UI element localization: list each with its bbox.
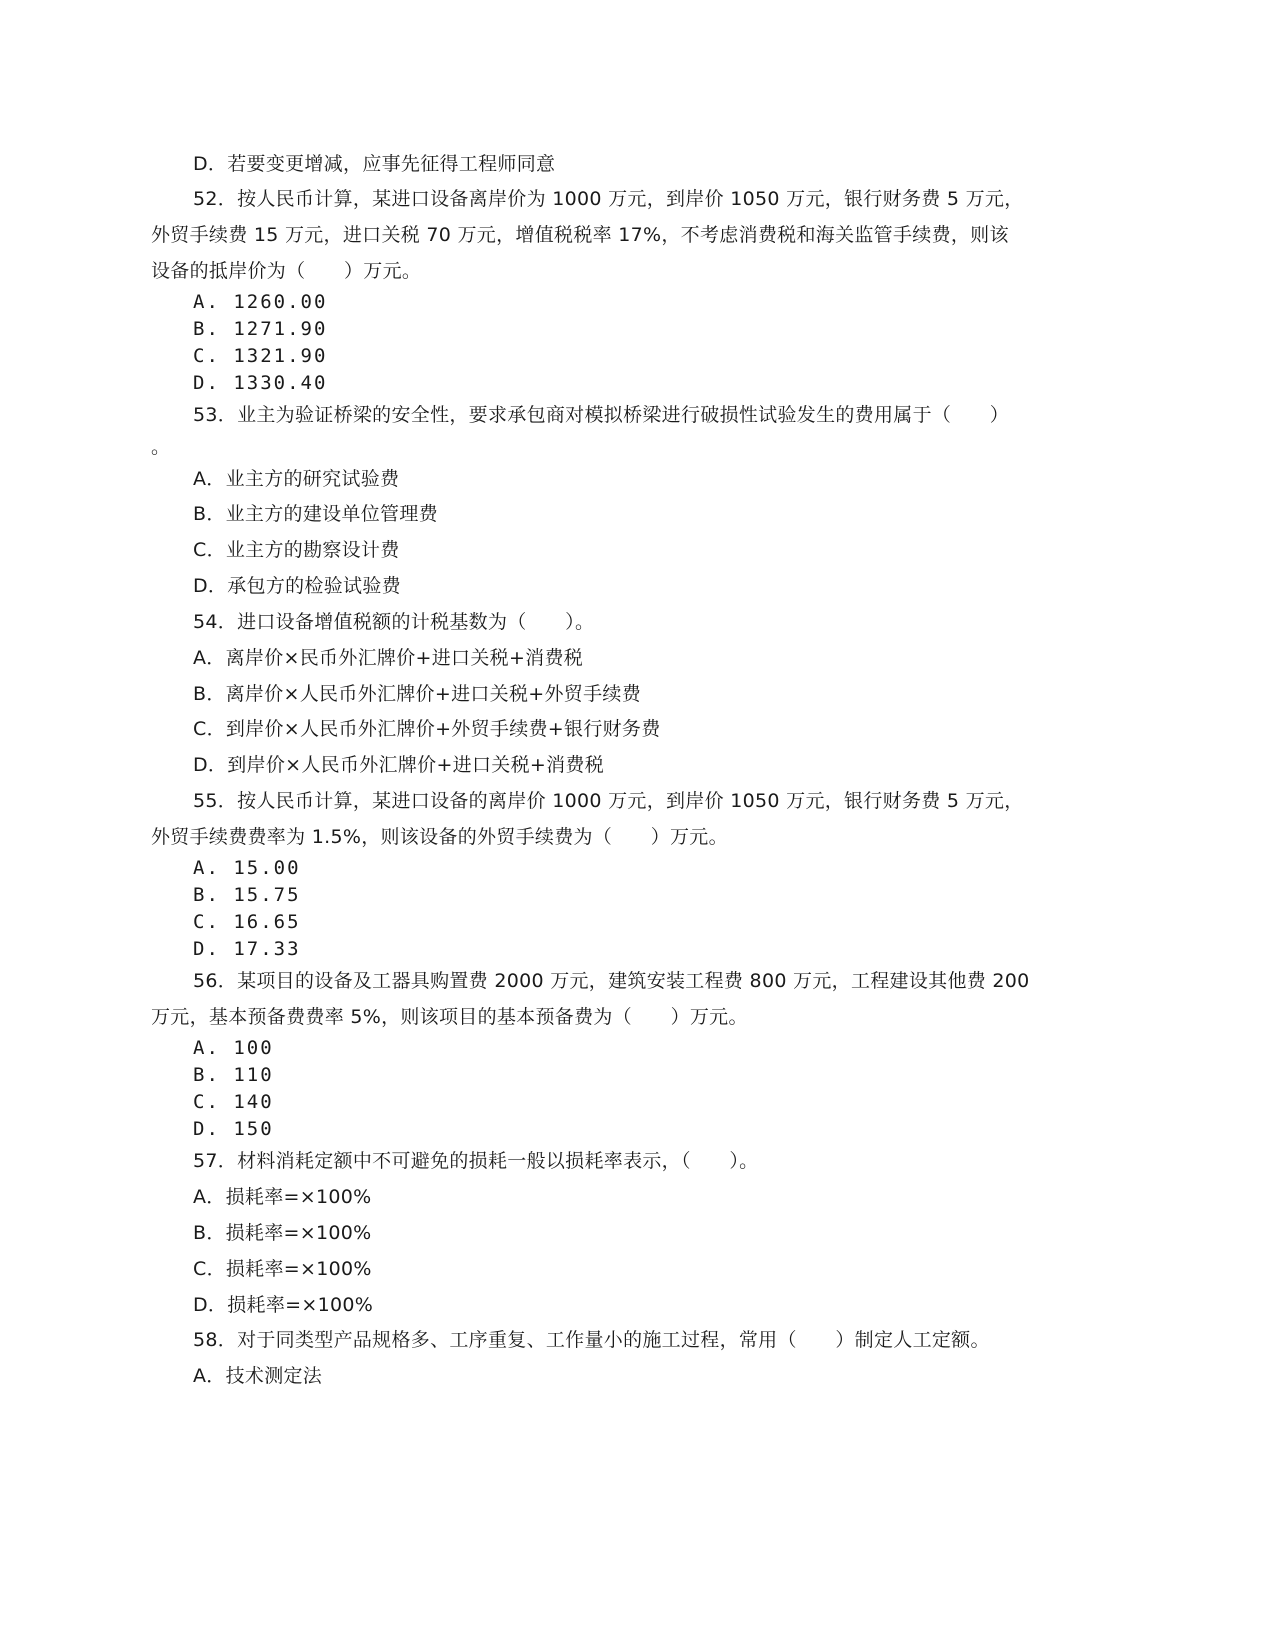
- q57-option-c: C．损耗率=×100%: [193, 1258, 372, 1280]
- q56-stem-line-2: 万元，基本预备费费率 5%，则该项目的基本预备费为（ ）万元。: [151, 1006, 748, 1028]
- q57-option-b: B．损耗率=×100%: [193, 1222, 372, 1244]
- q54-option-c: C．到岸价×人民币外汇牌价+外贸手续费+银行财务费: [193, 718, 661, 740]
- q56-option-b: B. 110: [193, 1064, 274, 1086]
- q52-option-a: A. 1260.00: [193, 291, 328, 313]
- q52-option-c: C. 1321.90: [193, 345, 328, 367]
- q57-option-a: A．损耗率=×100%: [193, 1186, 372, 1208]
- q56-option-a: A. 100: [193, 1037, 274, 1059]
- q55-option-a: A. 15.00: [193, 857, 301, 879]
- q53-option-a: A．业主方的研究试验费: [193, 468, 400, 490]
- q58-stem: 58．对于同类型产品规格多、工序重复、工作量小的施工过程，常用（ ）制定人工定额。: [193, 1329, 990, 1351]
- q54-stem: 54．进口设备增值税额的计税基数为（ ）。: [193, 611, 595, 633]
- q54-option-b: B．离岸价×人民币外汇牌价+进口关税+外贸手续费: [193, 683, 641, 705]
- q56-option-d: D. 150: [193, 1118, 274, 1140]
- q52-stem-line-2: 外贸手续费 15 万元，进口关税 70 万元，增值税税率 17%，不考虑消费税和海关监管手续费，则该: [151, 224, 1009, 246]
- q56-stem-line-1: 56．某项目的设备及工器具购置费 2000 万元，建筑安装工程费 800 万元，工程建设其他费 200: [193, 970, 1030, 992]
- q52-option-d: D. 1330.40: [193, 372, 328, 394]
- q54-option-a: A．离岸价×民币外汇牌价+进口关税+消费税: [193, 647, 584, 669]
- q52-stem-line-1: 52．按人民币计算，某进口设备离岸价为 1000 万元，到岸价 1050 万元，银行财务费 5 万元，: [193, 188, 1024, 210]
- q53-option-b: B．业主方的建设单位管理费: [193, 503, 438, 525]
- q51-option-d: D．若要变更增减，应事先征得工程师同意: [193, 153, 556, 175]
- q55-option-c: C. 16.65: [193, 911, 301, 933]
- q55-option-d: D. 17.33: [193, 938, 301, 960]
- q55-stem-line-1: 55．按人民币计算，某进口设备的离岸价 1000 万元，到岸价 1050 万元，银行财务费 5 万元，: [193, 790, 1024, 812]
- q52-stem-line-3: 设备的抵岸价为（ ）万元。: [151, 260, 422, 282]
- q53-option-c: C．业主方的勘察设计费: [193, 539, 400, 561]
- q56-option-c: C. 140: [193, 1091, 274, 1113]
- q53-stem-line-1: 53．业主为验证桥梁的安全性，要求承包商对模拟桥梁进行破损性试验发生的费用属于（ ）: [193, 404, 1010, 426]
- q57-option-d: D．损耗率=×100%: [193, 1294, 374, 1316]
- q57-stem: 57．材料消耗定额中不可避免的损耗一般以损耗率表示，（ ）。: [193, 1150, 759, 1172]
- q54-option-d: D．到岸价×人民币外汇牌价+进口关税+消费税: [193, 754, 604, 776]
- q52-option-b: B. 1271.90: [193, 318, 328, 340]
- q53-option-d: D．承包方的检验试验费: [193, 575, 401, 597]
- q53-stem-line-2: 。: [151, 436, 171, 458]
- q58-option-a: A．技术测定法: [193, 1365, 323, 1387]
- q55-stem-line-2: 外贸手续费费率为 1.5%，则该设备的外贸手续费为（ ）万元。: [151, 826, 728, 848]
- q55-option-b: B. 15.75: [193, 884, 301, 906]
